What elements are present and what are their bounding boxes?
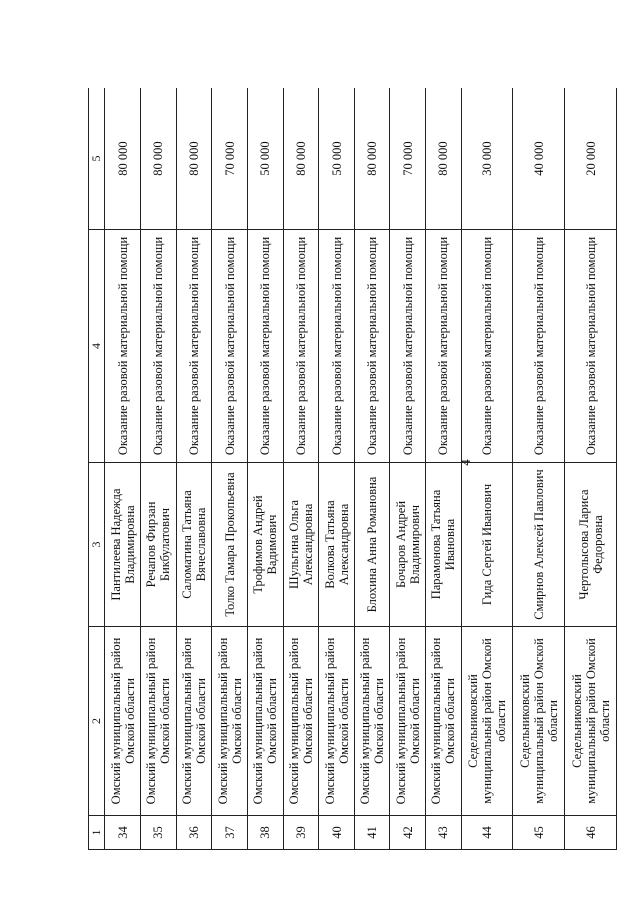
table-row <box>283 88 319 850</box>
district-cell: Омский муниципальный район Омской области <box>176 627 212 816</box>
recipient-name-cell: Смирнов Алексей Павлович <box>513 463 565 627</box>
recipient-name-cell: Блохина Анна Романовна <box>354 463 390 627</box>
header-cell-1: 1 <box>89 816 105 850</box>
row-number-cell: 44 <box>461 816 513 850</box>
amount-cell: 50 000 <box>319 88 355 230</box>
district-cell: Омский муниципальный район Омской области <box>141 627 177 816</box>
district-cell: Омский муниципальный район Омской области <box>247 627 283 816</box>
header-cell-2: 2 <box>89 627 105 816</box>
amount-cell: 80 000 <box>354 88 390 230</box>
recipient-name-cell: Шульгина Ольга Александровна <box>283 463 319 627</box>
table-row <box>461 88 513 850</box>
recipient-name-cell: Пантилеева Надежда Владимировна <box>105 463 141 627</box>
table-row <box>513 88 565 850</box>
table-container <box>88 88 617 850</box>
district-cell: Омский муниципальный район Омской области <box>212 627 248 816</box>
header-cell-4: 4 <box>89 230 105 463</box>
amount-cell: 80 000 <box>426 88 462 230</box>
recipient-name-cell: Бочаров Андрей Владимирович <box>390 463 426 627</box>
recipient-name-cell: Трофимов Андрей Вадимович <box>247 463 283 627</box>
amount-cell: 30 000 <box>461 88 513 230</box>
recipient-name-cell: Волкова Татьяна Александровна <box>319 463 355 627</box>
row-number-cell: 35 <box>141 816 177 850</box>
amount-cell: 20 000 <box>565 88 617 230</box>
amount-cell: 80 000 <box>141 88 177 230</box>
district-cell: Омский муниципальный район Омской области <box>354 627 390 816</box>
row-number-cell: 41 <box>354 816 390 850</box>
aid-type-cell: Оказание разовой материальной помощи <box>461 230 513 463</box>
district-cell: Омский муниципальный район Омской области <box>426 627 462 816</box>
table-row <box>105 88 141 850</box>
row-number-cell: 38 <box>247 816 283 850</box>
district-cell: Омский муниципальный район Омской области <box>105 627 141 816</box>
amount-cell: 80 000 <box>105 88 141 230</box>
aid-table <box>88 88 617 850</box>
aid-type-cell: Оказание разовой материальной помощи <box>426 230 462 463</box>
amount-cell: 80 000 <box>176 88 212 230</box>
district-cell: Седельниковский муниципальный район Омской области <box>461 627 513 816</box>
row-number-cell: 45 <box>513 816 565 850</box>
recipient-name-cell: Толко Тамара Прокопьевна <box>212 463 248 627</box>
recipient-name-cell: Речапов Фирзан Бикбулатович <box>141 463 177 627</box>
table-row <box>212 88 248 850</box>
header-cell-5: 5 <box>89 88 105 230</box>
header-cell-3: 3 <box>89 463 105 627</box>
aid-type-cell: Оказание разовой материальной помощи <box>390 230 426 463</box>
page-number: 4 <box>457 459 473 466</box>
table-row <box>141 88 177 850</box>
table-row <box>390 88 426 850</box>
table-row <box>247 88 283 850</box>
aid-type-cell: Оказание разовой материальной помощи <box>212 230 248 463</box>
aid-type-cell: Оказание разовой материальной помощи <box>283 230 319 463</box>
row-number-cell: 39 <box>283 816 319 850</box>
row-number-cell: 37 <box>212 816 248 850</box>
amount-cell: 50 000 <box>247 88 283 230</box>
row-number-cell: 40 <box>319 816 355 850</box>
row-number-cell: 36 <box>176 816 212 850</box>
table-row <box>319 88 355 850</box>
aid-type-cell: Оказание разовой материальной помощи <box>513 230 565 463</box>
table-row <box>426 88 462 850</box>
aid-type-cell: Оказание разовой материальной помощи <box>141 230 177 463</box>
district-cell: Седельниковский муниципальный район Омской области <box>565 627 617 816</box>
aid-type-cell: Оказание разовой материальной помощи <box>354 230 390 463</box>
district-cell: Седельниковский муниципальный район Омской области <box>513 627 565 816</box>
aid-type-cell: Оказание разовой материальной помощи <box>565 230 617 463</box>
row-number-cell: 46 <box>565 816 617 850</box>
amount-cell: 70 000 <box>212 88 248 230</box>
district-cell: Омский муниципальный район Омской области <box>390 627 426 816</box>
table-body <box>105 88 617 850</box>
amount-cell: 70 000 <box>390 88 426 230</box>
recipient-name-cell: Парамонова Татьяна Ивановна <box>426 463 462 627</box>
amount-cell: 80 000 <box>283 88 319 230</box>
row-number-cell: 43 <box>426 816 462 850</box>
table-row <box>565 88 617 850</box>
row-number-cell: 34 <box>105 816 141 850</box>
aid-type-cell: Оказание разовой материальной помощи <box>105 230 141 463</box>
amount-cell: 40 000 <box>513 88 565 230</box>
header-row <box>89 88 105 850</box>
district-cell: Омский муниципальный район Омской области <box>319 627 355 816</box>
aid-type-cell: Оказание разовой материальной помощи <box>247 230 283 463</box>
aid-type-cell: Оказание разовой материальной помощи <box>176 230 212 463</box>
recipient-name-cell: Саломатина Татьяна Вячеславовна <box>176 463 212 627</box>
recipient-name-cell: Гида Сергей Иванович <box>461 463 513 627</box>
table-row <box>354 88 390 850</box>
table-row <box>176 88 212 850</box>
row-number-cell: 42 <box>390 816 426 850</box>
district-cell: Омский муниципальный район Омской области <box>283 627 319 816</box>
aid-type-cell: Оказание разовой материальной помощи <box>319 230 355 463</box>
recipient-name-cell: Чертолысова Лариса Федоровна <box>565 463 617 627</box>
